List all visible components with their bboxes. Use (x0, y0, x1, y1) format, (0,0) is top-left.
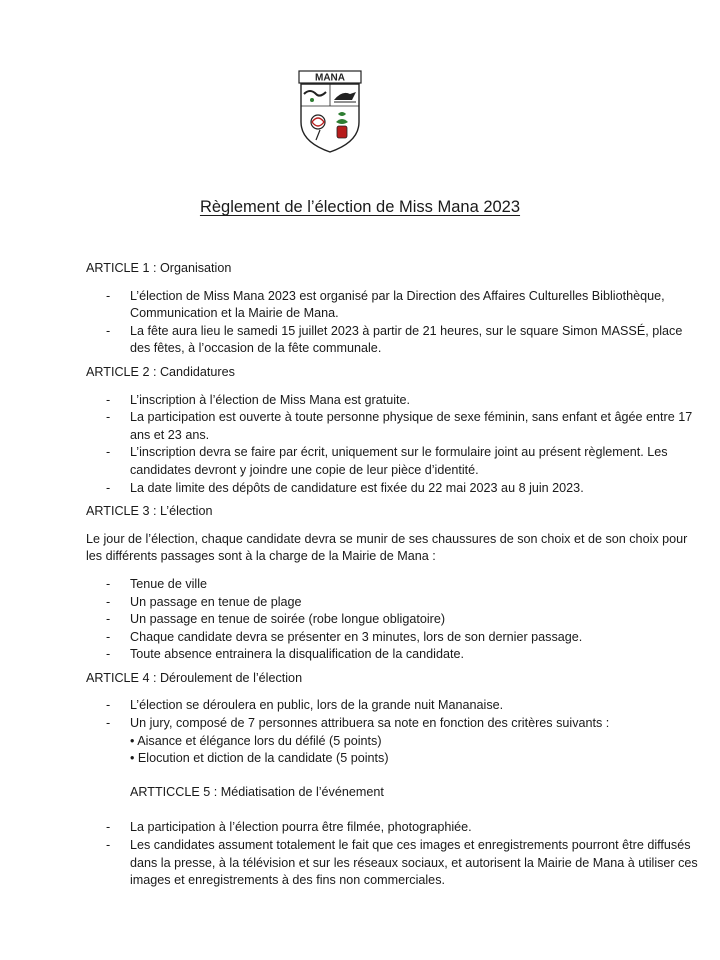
list-item: - Tenue de ville (86, 576, 698, 594)
dash-bullet: - (106, 698, 111, 713)
article-3-paragraph: Le jour de l’élection, chaque candidate devra se munir de ses chaussures de son choix et de son choix pour les différents passages sont à la charge de la Mairie de Mana : (86, 531, 688, 564)
article-4-list (86, 697, 698, 767)
list-item: - Un passage en tenue de plage (86, 594, 698, 612)
criteria-item: • Elocution et diction de la candidate (5 points) (130, 751, 389, 766)
article-4-heading: ARTICLE 4 : Déroulement de l’élection (86, 670, 303, 685)
dash-bullet: - (106, 612, 111, 627)
dash-bullet: - (106, 576, 111, 591)
dash-bullet: - (106, 323, 111, 338)
list-item: - L’élection de Miss Mana 2023 est organisé par la Direction des Affaires Culturelles Bibliothèque, Communication et la Mairie de Mana. (106, 288, 665, 321)
document-body (86, 260, 698, 896)
dash-bullet: - (106, 288, 111, 303)
list-item: - Toute absence entrainera la disqualification de la candidate. (86, 646, 698, 664)
list-item: - La participation est ouverte à toute personne physique de sexe féminin, sans enfant et âgée entre 17 ans et 23 ans. (106, 410, 693, 442)
article-5-list (86, 819, 698, 889)
article-2-list (86, 392, 698, 498)
list-item: - Chaque candidate devra se présenter en 3 minutes, lors de son dernier passage. (86, 629, 698, 647)
dash-bullet: - (106, 716, 111, 731)
list-item: - La participation à l’élection pourra être filmée, photographiée. (86, 819, 698, 837)
criteria-item: • Aisance et élégance lors du défilé (5 points) (130, 733, 382, 748)
list-item: - L’inscription devra se faire par écrit, uniquement sur le formulaire joint au présent règlement. Les candidates devront y joindre une copie de leur pièce d’identité. (106, 445, 668, 477)
list-item: - La fête aura lieu le samedi 15 juillet 2023 à partir de 21 heures, sur le square Simon MASSÉ, place des fêtes, à l’occasion de la fête communale. (106, 323, 683, 356)
list-item: - L’inscription à l’élection de Miss Mana est gratuite. (86, 392, 698, 410)
mana-coat-of-arms-logo (298, 70, 362, 154)
dash-bullet: - (106, 594, 111, 609)
list-item: - L’élection se déroulera en public, lors de la grande nuit Mananaise. (86, 697, 698, 715)
dash-bullet: - (106, 820, 111, 835)
dash-bullet: - (106, 838, 111, 853)
dash-bullet: - (106, 647, 111, 662)
article-2-heading: ARTICLE 2 : Candidatures (86, 364, 235, 379)
article-3-list (86, 576, 698, 664)
list-item: - Les candidates assument totalement le fait que ces images et enregistrements pourront être diffusés dans la presse, à la télévision et sur les réseaux sociaux, et autorisent la Mairie de Mana à utiliser ces images et enregistrements à des fins non commerciales. (106, 838, 698, 888)
article-1-list (86, 288, 698, 358)
article-3-heading: ARTICLE 3 : L’élection (86, 504, 213, 519)
dash-bullet: - (106, 445, 111, 460)
dash-bullet: - (106, 629, 111, 644)
svg-text:MANA: MANA (315, 72, 345, 84)
article-5-heading: ARTTICCLE 5 : Médiatisation de l’événement (130, 784, 384, 799)
list-item: - La date limite des dépôts de candidature est fixée du 22 mai 2023 au 8 juin 2023. (86, 480, 698, 498)
dash-bullet: - (106, 410, 111, 425)
dash-bullet: - (106, 392, 111, 407)
document-title: Règlement de l’élection de Miss Mana 2023 (199, 198, 521, 216)
list-item: - Un passage en tenue de soirée (robe longue obligatoire) (86, 611, 698, 629)
list-item: - Un jury, composé de 7 personnes attribuera sa note en fonction des critères suivants : • Aisance et élégance lors du défilé (5 points) • Elocution et diction de la candidate (5 points) (86, 715, 698, 768)
article-1-heading: ARTICLE 1 : Organisation (86, 261, 232, 275)
dash-bullet: - (106, 480, 111, 495)
